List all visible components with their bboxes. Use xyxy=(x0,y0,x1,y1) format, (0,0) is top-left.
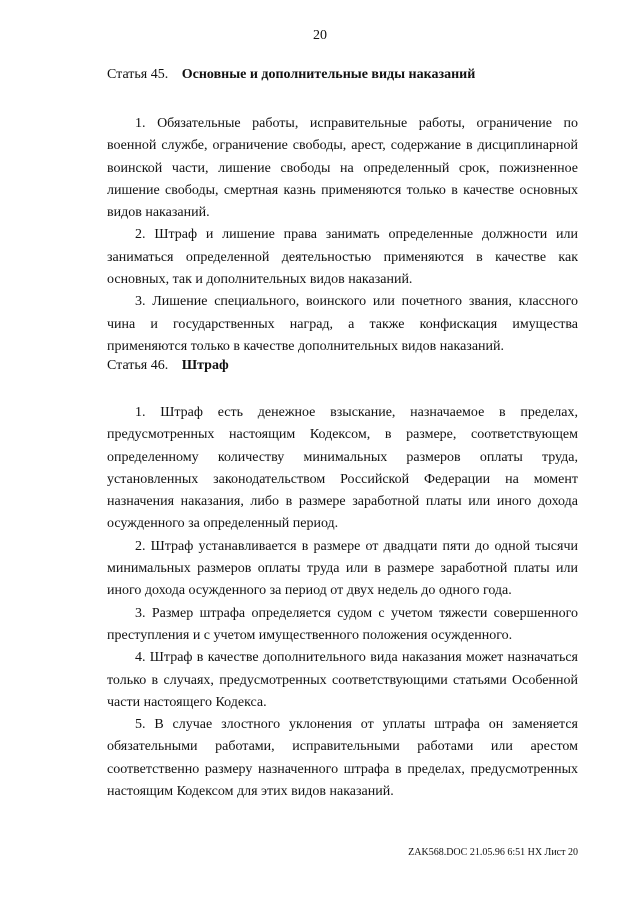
article-46-paragraph-3: 3. Размер штрафа определяется судом с учетом тяжести совершенного преступления и с учетом имущественного положения осужденного. xyxy=(107,605,578,643)
article-46-title: Штраф xyxy=(181,358,229,373)
article-46-heading xyxy=(107,358,229,374)
article-45-title: Основные и дополнительные виды наказаний xyxy=(181,67,476,82)
article-46-body xyxy=(107,402,578,803)
article-45-label: Статья 45. xyxy=(107,67,169,82)
article-46-paragraph-4: 4. Штраф в качестве дополнительного вида наказания может назначаться только в случаях, предусмотренных соответствующими статьями Особенной части настоящего Кодекса. xyxy=(107,650,578,710)
article-46-paragraph-1: 1. Штраф есть денежное взыскание, назначаемое в пределах, предусмотренных настоящим Кодексом, в размере, соответствующем определенному количеству минимальных размеров оплаты труда, установленных законодательством Российской Федерации на момент назначения наказания, либо в размере заработной платы или иного дохода осужденного за определенный период. xyxy=(107,405,578,532)
page-number: 20 xyxy=(313,28,327,43)
article-45-paragraph-1: 1. Обязательные работы, исправительные работы, ограничение по военной службе, ограничение свободы, арест, содержание в дисциплинарной воинской части, лишение свободы на определенный срок, пожизненное лишение свободы, смертная казнь применяются только в качестве основных видов наказаний. xyxy=(107,116,578,221)
article-45-paragraph-2: 2. Штраф и лишение права занимать определенные должности или заниматься определенной деятельностью применяются в качестве как основных, так и дополнительных видов наказаний. xyxy=(107,227,578,288)
article-46-label: Статья 46. xyxy=(107,358,169,373)
document-footer: ZAK568.DOC 21.05.96 6:51 НХ Лист 20 xyxy=(408,847,578,858)
article-45-body xyxy=(107,113,578,358)
article-46-paragraph-5: 5. В случае злостного уклонения от уплаты штрафа он заменяется обязательными работами, исправительными работами или арестом соответственно размеру назначенного штрафа в пределах, предусмотренных настоящим Кодексом для этих видов наказаний. xyxy=(107,717,578,800)
article-46-paragraph-2: 2. Штраф устанавливается в размере от двадцати пяти до одной тысячи минимальных размеров оплаты труда или в размере заработной платы или иного дохода осужденного за период от двух недель до одного года. xyxy=(107,538,578,599)
article-45-heading xyxy=(107,67,475,83)
article-45-paragraph-3: 3. Лишение специального, воинского или почетного звания, классного чина и государственных наград, а также конфискация имущества применяются только в качестве дополнительных видов наказаний. xyxy=(107,294,578,354)
